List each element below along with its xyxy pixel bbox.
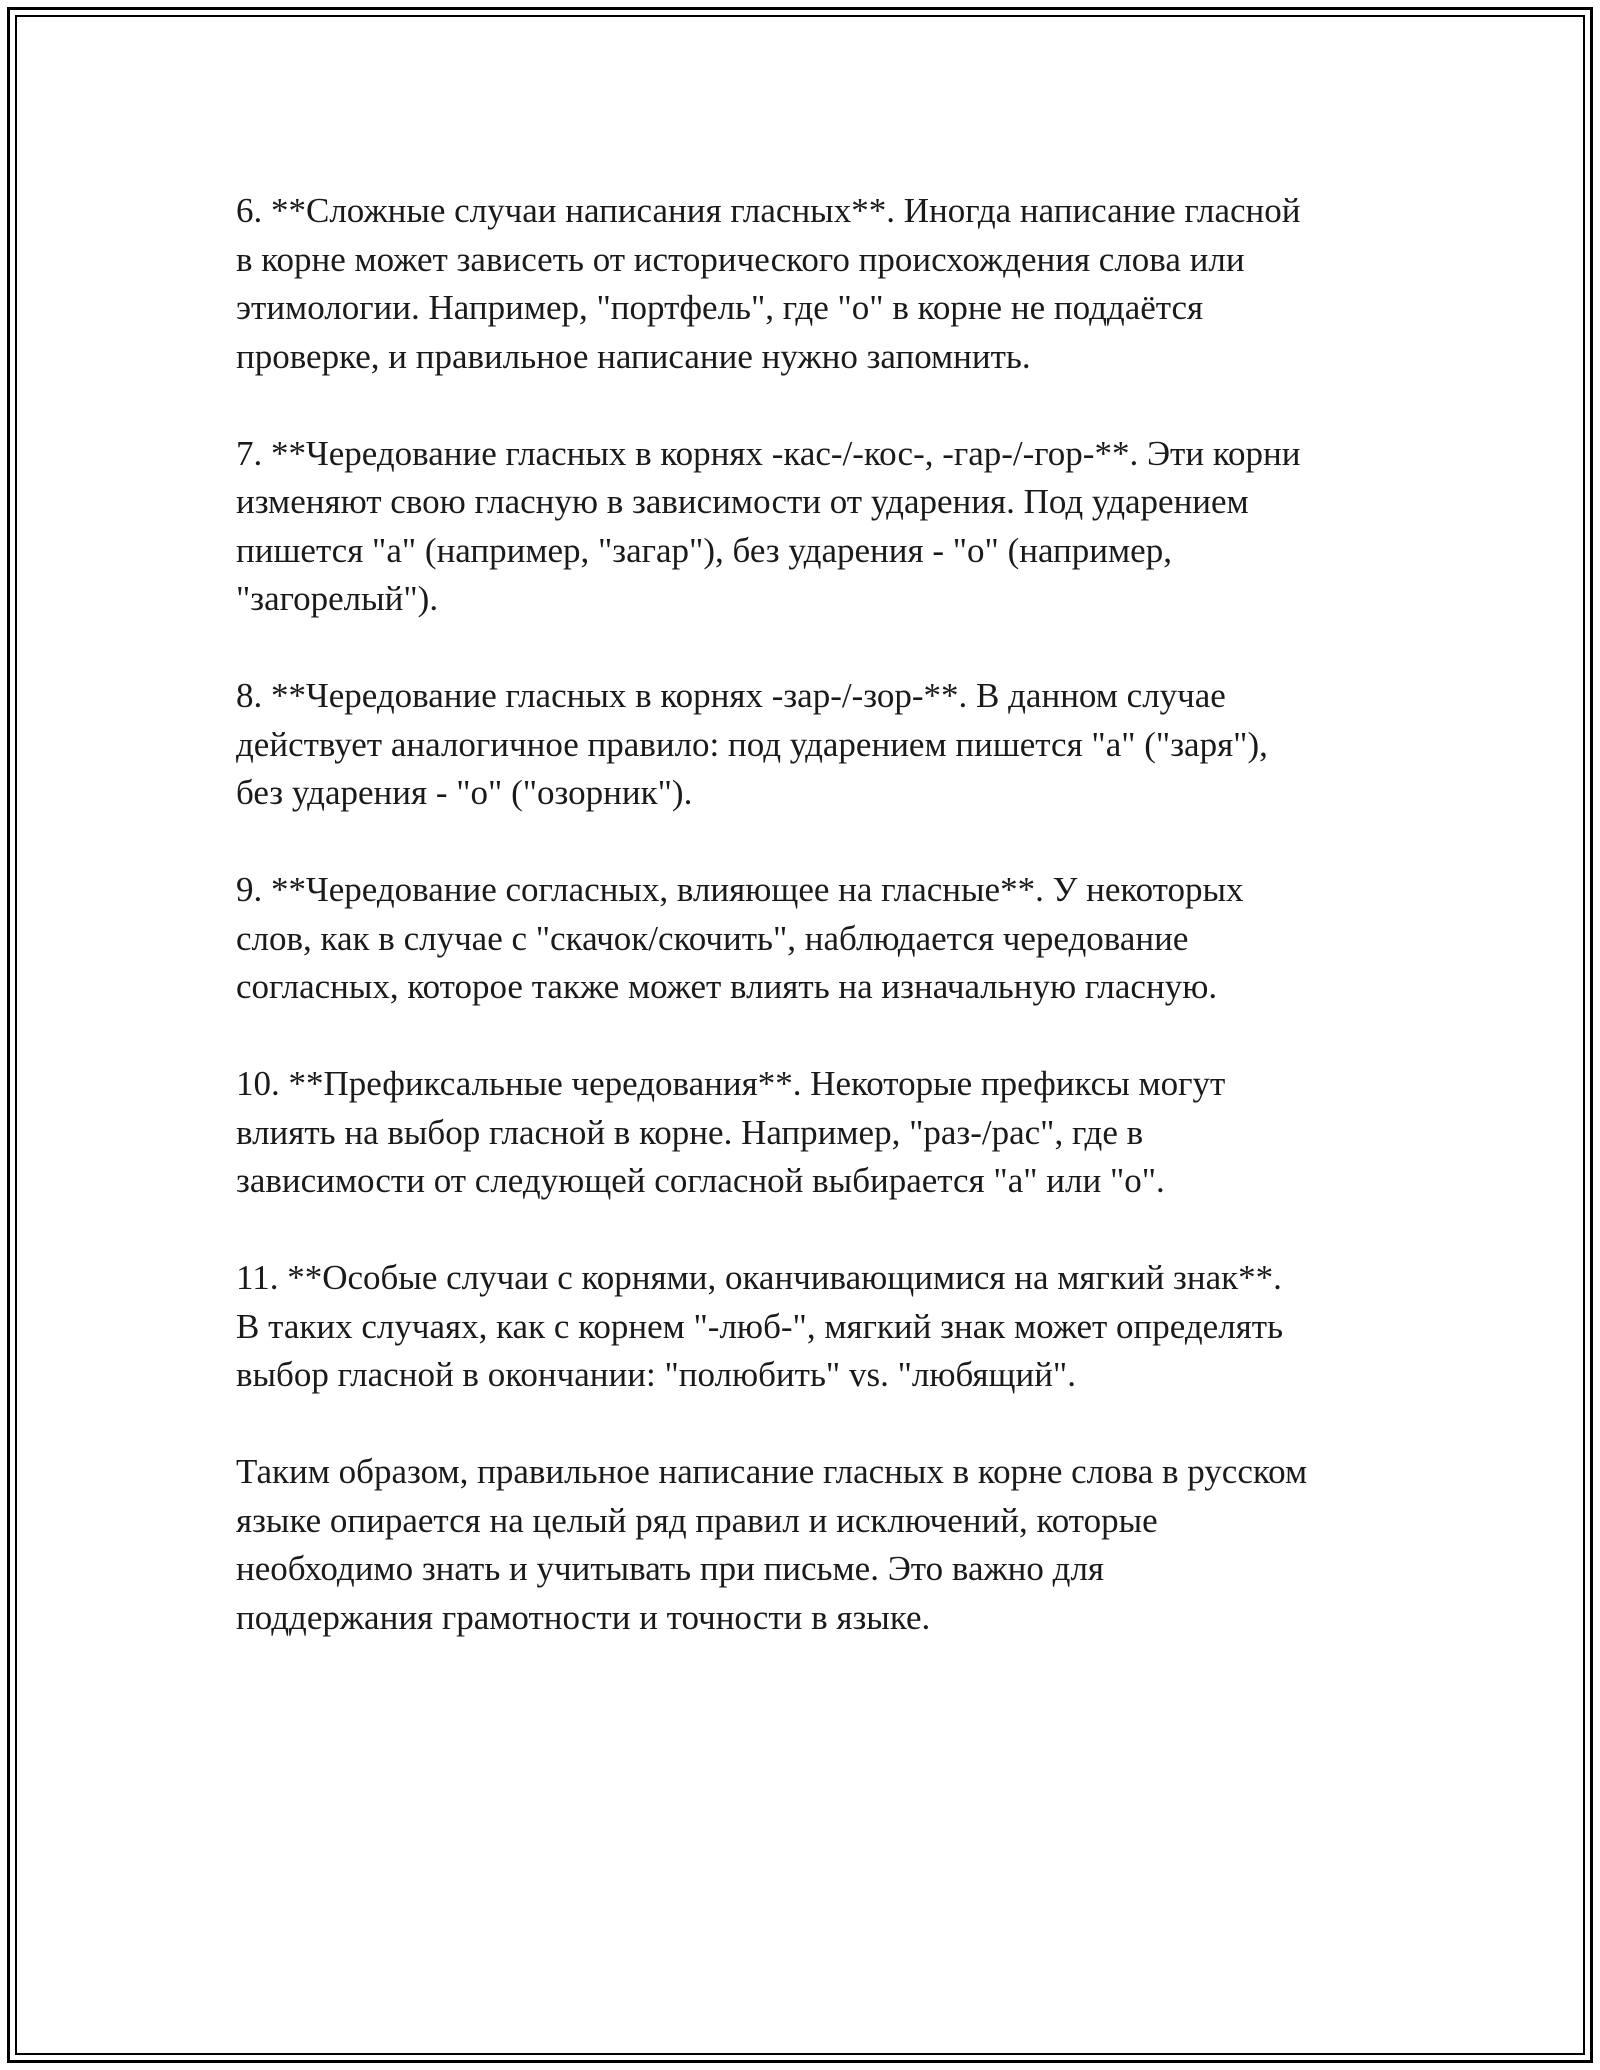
paragraph-6: 6. **Сложные случаи написания гласных**. Иногда написание гласной в корне может зависеть от исторического происхождения слова или этимологии. Например, "портфель", где "о" в корне не поддаётся проверке, и правильное написание нужно запомнить.	[236, 191, 1301, 376]
paragraph-10: 10. **Префиксальные чередования**. Некоторые префиксы могут влиять на выбор гласной в корне. Например, "раз-/рас", где в зависимости от следующей согласной выбирается "а" или "о".	[236, 1064, 1226, 1200]
paragraph-7: 7. **Чередование гласных в корнях -кас-/-кос-, -гар-/-гор-**. Эти корни изменяют свою гласную в зависимости от ударения. Под ударением пишется "а" (например, "загар"), без ударения - "о" (например, "загорелый").	[236, 433, 1301, 618]
document-body	[236, 187, 1386, 1691]
paragraph-8: 8. **Чередование гласных в корнях -зар-/-зор-**. В данном случае действует аналогичное правило: под ударением пишется "а" ("заря"), без ударения - "о" ("озорник").	[236, 676, 1268, 812]
paragraph-conclusion: Таким образом, правильное написание гласных в корне слова в русском языке опирается на целый ряд правил и исключений, которые необходимо знать и учитывать при письме. Это важно для поддержания грамотности и точности в языке.	[236, 1452, 1308, 1637]
paragraph-11: 11. **Особые случаи с корнями, оканчивающимися на мягкий знак**. В таких случаях, как с корнем "-люб-", мягкий знак может определять выбор гласной в окончании: "полюбить" vs. "любящий".	[236, 1258, 1284, 1394]
paragraph-9: 9. **Чередование согласных, влияющее на гласные**. У некоторых слов, как в случае с "скачок/скочить", наблюдается чередование согласных, которое также может влиять на изначальную гласную.	[236, 870, 1244, 1006]
